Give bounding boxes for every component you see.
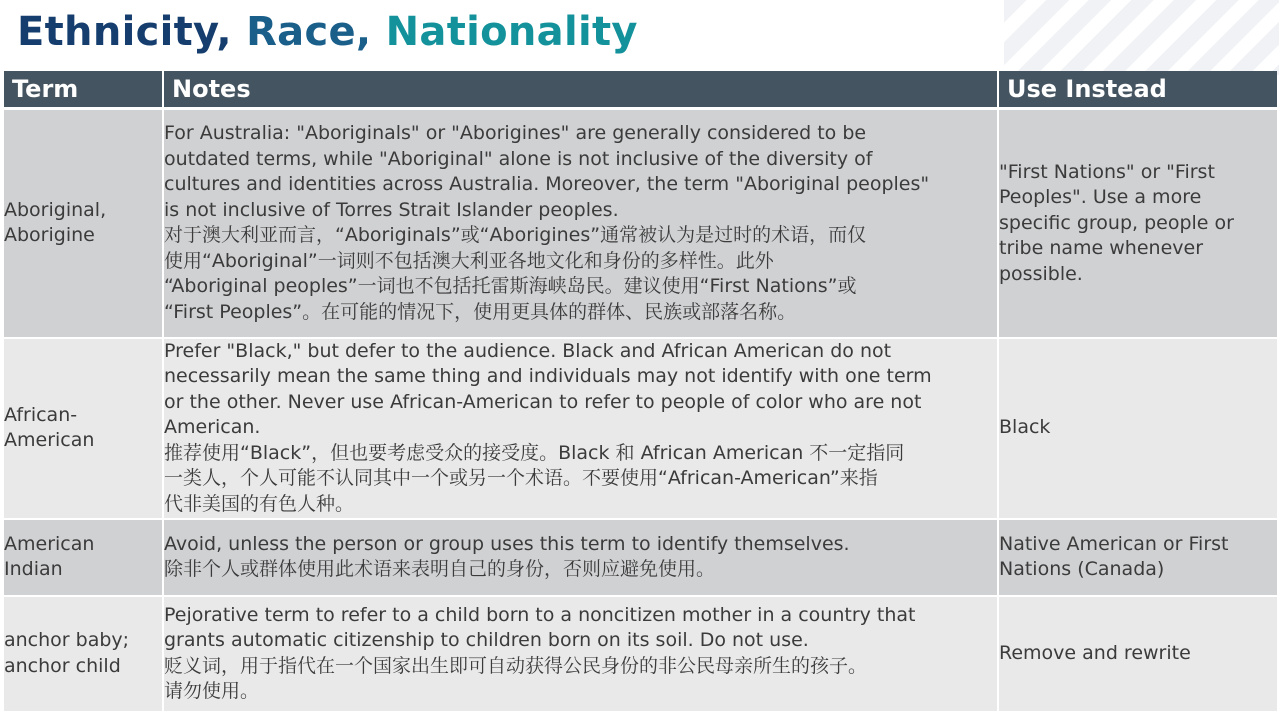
term-cell bbox=[4, 109, 163, 338]
use-instead-cell bbox=[998, 109, 1277, 338]
title-ethnicity: Ethnicity, bbox=[17, 9, 232, 55]
notes-line: grants automatic citizenship to children born on its soil. Do not use. bbox=[164, 629, 809, 651]
notes-line: 代非美国的有色人种。 bbox=[164, 492, 355, 515]
notes-line: Avoid, unless the person or group uses this term to identify themselves. bbox=[164, 532, 850, 555]
notes-line: outdated terms, while "Aboriginal" alone is not inclusive of the diversity of bbox=[164, 147, 873, 170]
notes-cell bbox=[163, 338, 998, 519]
title-race: Race, bbox=[246, 9, 372, 55]
notes-line: “Aboriginal peoples”一词也不包括托雷斯海峡岛民。建议使用“First Nations”或 bbox=[164, 275, 857, 298]
title-nationality: Nationality bbox=[385, 9, 638, 55]
use-instead-line: Black bbox=[999, 416, 1051, 439]
notes-line: 推荐使用“Black”，但也要考虑受众的接受度。Black 和 African American 不一定指同 bbox=[164, 441, 905, 464]
notes-line: 除非个人或群体使用此术语来表明自己的身份，否则应避免使用。 bbox=[164, 558, 716, 580]
term-line: Aborigine bbox=[4, 224, 95, 247]
table-row bbox=[4, 596, 1277, 712]
notes-cell bbox=[163, 109, 998, 338]
table-header-row bbox=[4, 71, 1277, 109]
use-instead-line: tribe name whenever bbox=[999, 237, 1203, 259]
notes-line: or the other. Never use African-American to refer to people of color who are not bbox=[164, 390, 922, 413]
notes-line: “First Peoples”。在可能的情况下，使用更具体的群体、民族或部落名称。 bbox=[164, 300, 797, 323]
header-term: Term bbox=[4, 71, 163, 109]
term-cell bbox=[4, 596, 163, 712]
use-instead-line: Native American or First bbox=[999, 532, 1229, 555]
use-instead-cell bbox=[998, 596, 1277, 712]
notes-line: Prefer "Black," but defer to the audience. Black and African American do not bbox=[164, 339, 892, 362]
table-row bbox=[4, 338, 1277, 519]
use-instead-line: Peoples". Use a more bbox=[999, 186, 1202, 208]
page-title bbox=[17, 4, 638, 60]
term-line: Aboriginal, bbox=[4, 198, 107, 221]
header-use-instead: Use Instead bbox=[998, 71, 1277, 109]
use-instead-line: specific group, people or bbox=[999, 211, 1234, 234]
notes-line: 贬义词，用于指代在一个国家出生即可自动获得公民身份的非公民母亲所生的孩子。 bbox=[164, 654, 868, 677]
term-cell bbox=[4, 519, 163, 596]
use-instead-cell bbox=[998, 338, 1277, 519]
term-line: Indian bbox=[4, 558, 63, 580]
notes-line: For Australia: "Aboriginals" or "Aborigines" are generally considered to be bbox=[164, 122, 867, 145]
notes-cell bbox=[163, 519, 998, 596]
use-instead-line: possible. bbox=[999, 262, 1083, 285]
notes-line: American. bbox=[164, 416, 261, 439]
table-row bbox=[4, 109, 1277, 338]
notes-line: 请勿使用。 bbox=[164, 680, 260, 702]
term-line: African- bbox=[4, 403, 78, 426]
term-line: American bbox=[4, 532, 95, 555]
term-line: anchor baby; bbox=[4, 629, 130, 651]
table-row bbox=[4, 519, 1277, 596]
notes-line: 一类人，个人可能不认同其中一个或另一个术语。不要使用“African-American”来指 bbox=[164, 467, 878, 490]
use-instead-line: Nations (Canada) bbox=[999, 558, 1165, 580]
notes-line: necessarily mean the same thing and individuals may not identify with one term bbox=[164, 365, 932, 388]
notes-line: 使用“Aboriginal”一词则不包括澳大利亚各地文化和身份的多样性。此外 bbox=[164, 249, 774, 272]
term-cell bbox=[4, 338, 163, 519]
term-line: anchor child bbox=[4, 654, 121, 677]
terms-table bbox=[4, 71, 1277, 713]
notes-line: Pejorative term to refer to a child born to a noncitizen mother in a country that bbox=[164, 603, 916, 626]
decorative-stripes bbox=[1004, 0, 1279, 75]
use-instead-cell bbox=[998, 519, 1277, 596]
notes-line: is not inclusive of Torres Strait Islander peoples. bbox=[164, 198, 619, 221]
use-instead-line: Remove and rewrite bbox=[999, 641, 1191, 664]
use-instead-line: "First Nations" or "First bbox=[999, 160, 1215, 183]
header-notes: Notes bbox=[163, 71, 998, 109]
term-line: American bbox=[4, 429, 95, 451]
notes-line: cultures and identities across Australia. Moreover, the term "Aboriginal peoples" bbox=[164, 173, 930, 196]
notes-line: 对于澳大利亚而言，“Aboriginals”或“Aborigines”通常被认为是过时的术语，而仅 bbox=[164, 224, 867, 247]
notes-cell bbox=[163, 596, 998, 712]
